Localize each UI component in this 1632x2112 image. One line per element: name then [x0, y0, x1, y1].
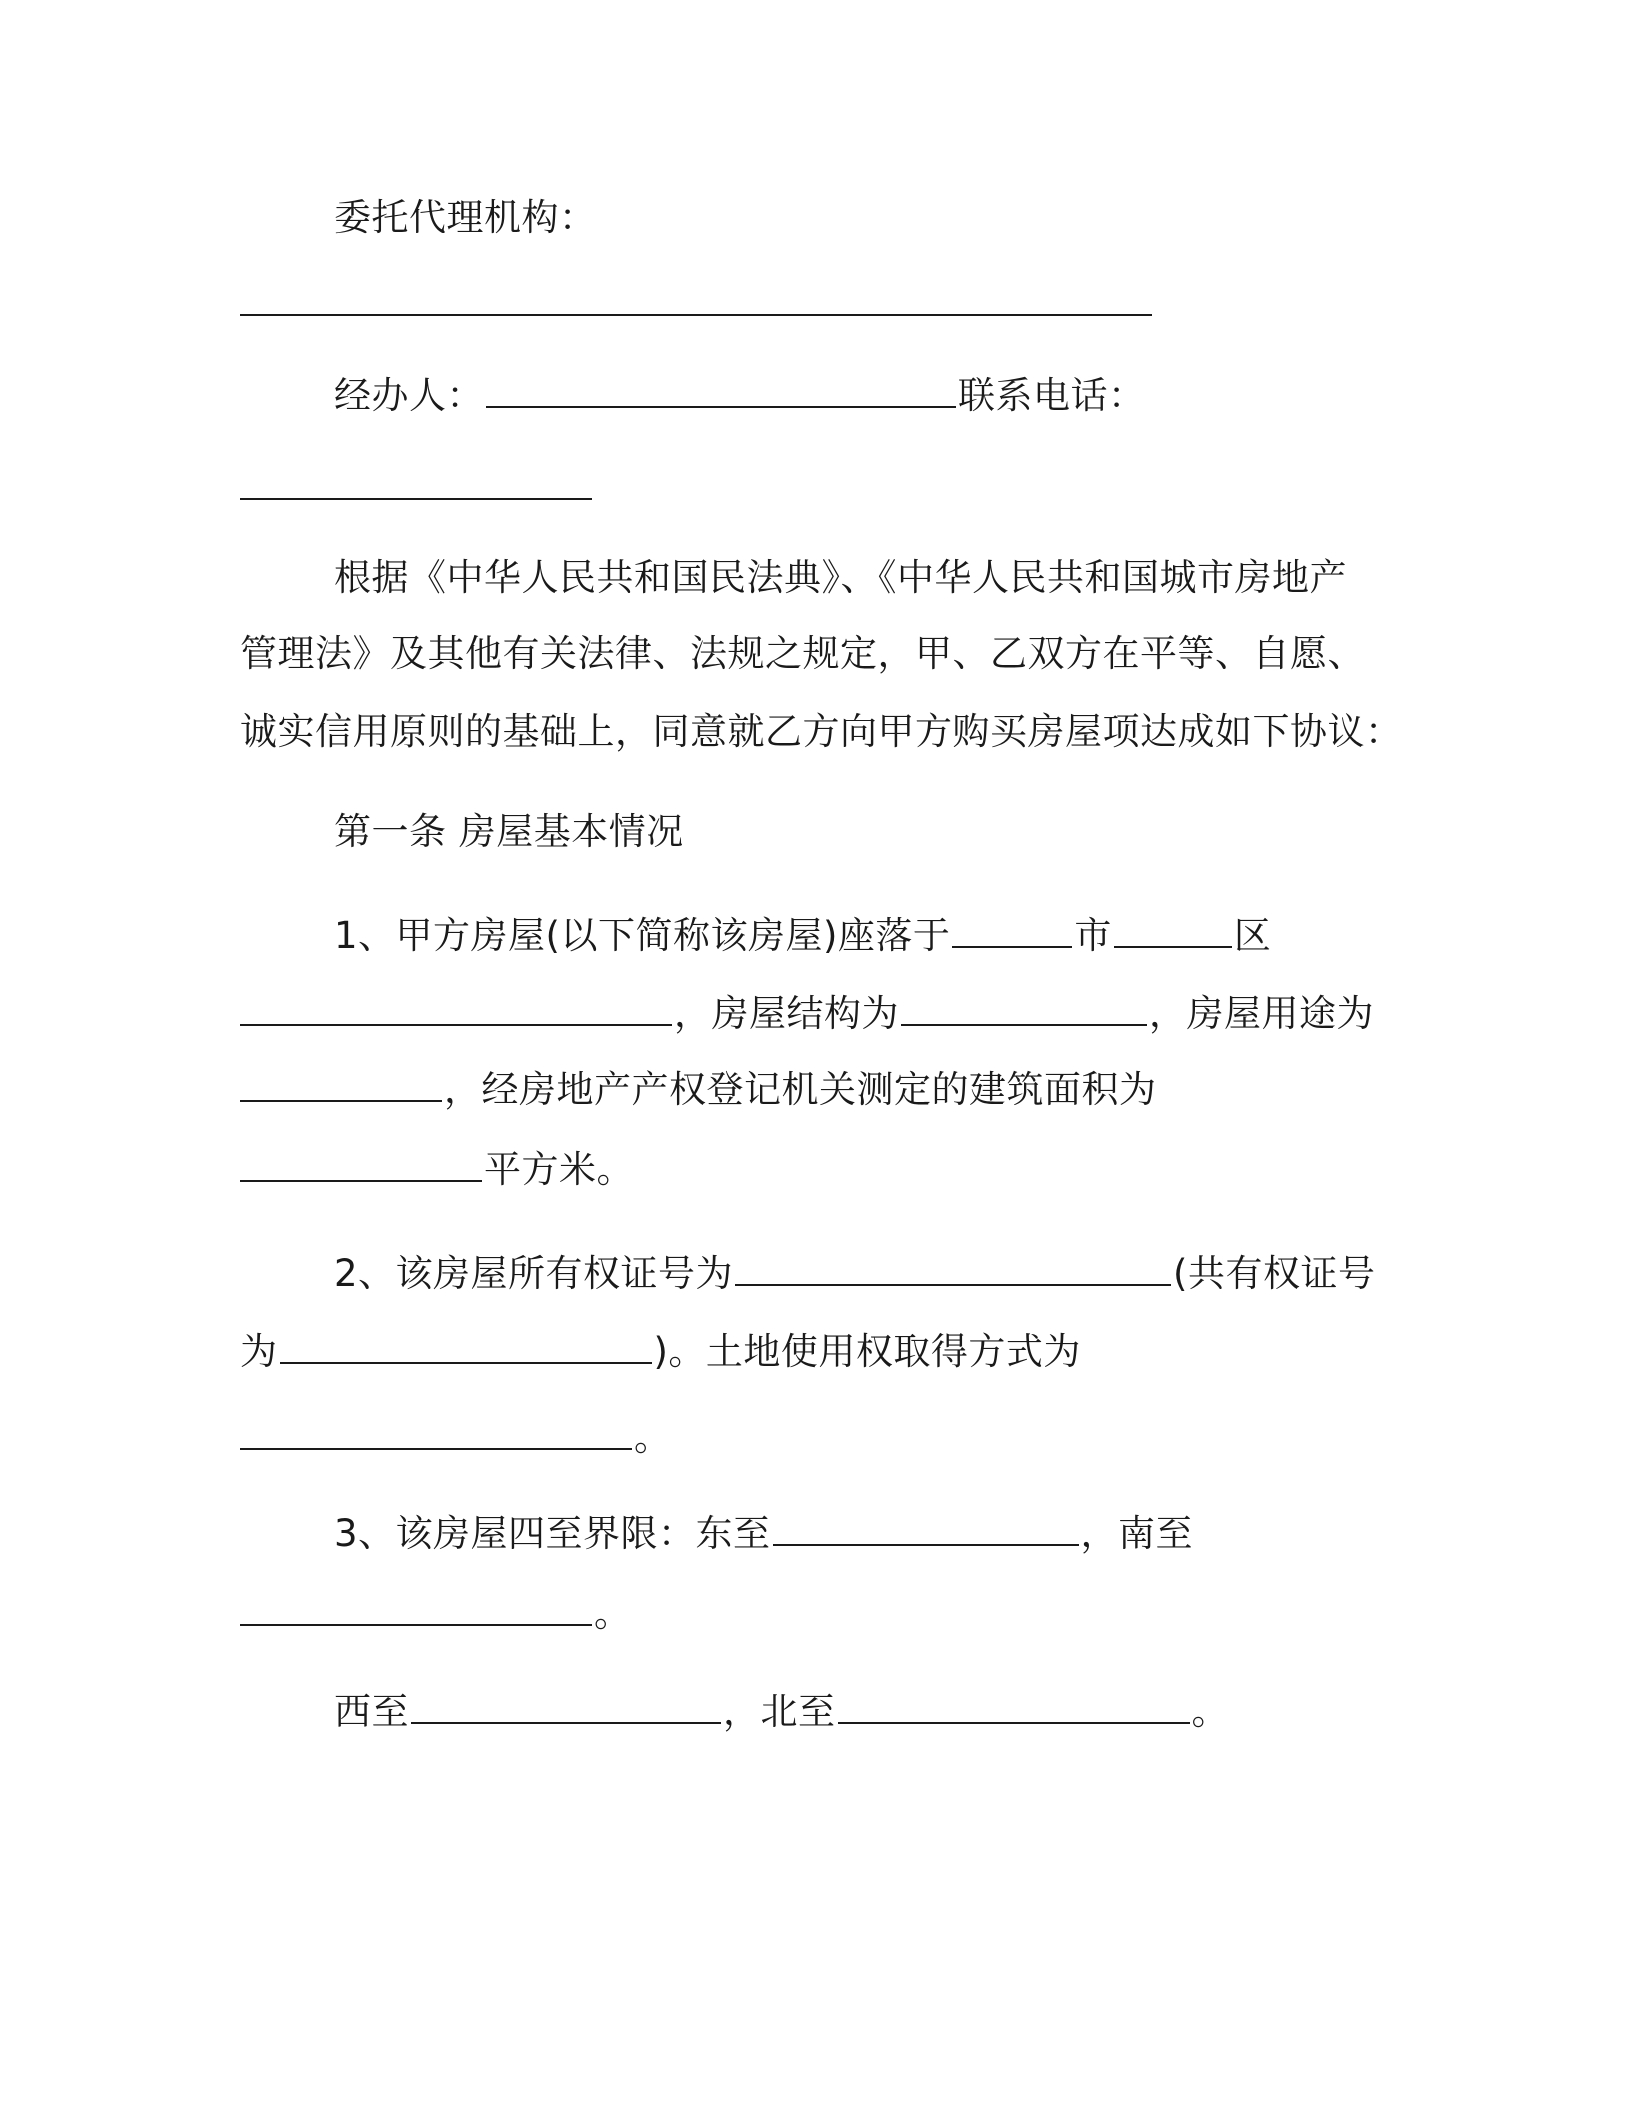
certificate-blank[interactable]	[735, 1250, 1171, 1286]
south-blank[interactable]	[240, 1590, 592, 1626]
handler-blank[interactable]	[486, 372, 956, 408]
area-unit: 平方米。	[484, 1148, 634, 1191]
item-1-line-3	[240, 1066, 1157, 1114]
north-label: ，北至	[723, 1690, 836, 1733]
handler-label: 经办人：	[334, 374, 484, 417]
item-2-end: 。	[634, 1416, 672, 1459]
area-label: ，经房地产产权登记机关测定的建筑面积为	[444, 1068, 1157, 1111]
intro-text-3: 诚实信用原则的基础上，同意就乙方向甲方购买房屋项达成如下协议：	[240, 710, 1403, 753]
article-1-title	[334, 808, 684, 856]
usage-label: ，房屋用途为	[1149, 992, 1374, 1035]
north-blank[interactable]	[838, 1688, 1190, 1724]
city-label: 市	[1074, 914, 1112, 957]
co-ownership-blank[interactable]	[280, 1328, 652, 1364]
item-3-end: 。	[594, 1592, 632, 1635]
address-blank[interactable]	[240, 990, 672, 1026]
item-1-line-4	[240, 1146, 634, 1194]
item-1-line-1	[334, 912, 1271, 960]
structure-blank[interactable]	[901, 990, 1147, 1026]
district-blank[interactable]	[1114, 912, 1232, 948]
intro-line-2	[240, 630, 1365, 678]
agency-label: 委托代理机构：	[334, 196, 597, 239]
item-2-line-2	[240, 1328, 1081, 1376]
handler-line	[334, 372, 1146, 420]
item-3-line-2	[240, 1590, 632, 1638]
structure-label: ，房屋结构为	[674, 992, 899, 1035]
co-ownership-label: (共有权证号	[1173, 1252, 1376, 1295]
phone-blank[interactable]	[240, 498, 592, 500]
east-blank[interactable]	[773, 1510, 1079, 1546]
south-label: ，南至	[1080, 1512, 1194, 1555]
item-1-location-label: 1、甲方房屋(以下简称该房屋)座落于	[334, 914, 951, 957]
item-2-line-3	[240, 1414, 672, 1462]
item-1-line-2	[240, 990, 1374, 1038]
certificate-label: 2、该房屋所有权证号为	[334, 1252, 734, 1295]
intro-line-1	[334, 554, 1347, 602]
item-3-line-1	[334, 1510, 1193, 1558]
west-label: 西至	[334, 1690, 409, 1733]
intro-line-3	[240, 708, 1403, 756]
agency-line	[334, 194, 597, 242]
intro-text-1: 根据《中华人民共和国民法典》、《中华人民共和国城市房地产	[334, 556, 1347, 599]
item-3-line-3	[334, 1688, 1229, 1736]
co-ownership-label-cont: 为	[240, 1330, 278, 1373]
land-use-label: )。土地使用权取得方式为	[653, 1330, 1081, 1373]
article-1-title-text: 第一条 房屋基本情况	[334, 810, 684, 853]
intro-text-2: 管理法》及其他有关法律、法规之规定，甲、乙双方在平等、自愿、	[240, 632, 1365, 675]
district-label: 区	[1233, 914, 1272, 957]
item-3-end-2: 。	[1191, 1690, 1229, 1733]
west-blank[interactable]	[411, 1688, 721, 1724]
item-2-line-1	[334, 1250, 1375, 1298]
land-use-blank[interactable]	[240, 1414, 632, 1450]
east-label: 3、该房屋四至界限：东至	[334, 1512, 771, 1555]
area-blank[interactable]	[240, 1146, 482, 1182]
agency-blank[interactable]	[240, 314, 1152, 316]
city-blank[interactable]	[952, 912, 1072, 948]
usage-blank[interactable]	[240, 1066, 442, 1102]
phone-label: 联系电话：	[958, 374, 1146, 417]
